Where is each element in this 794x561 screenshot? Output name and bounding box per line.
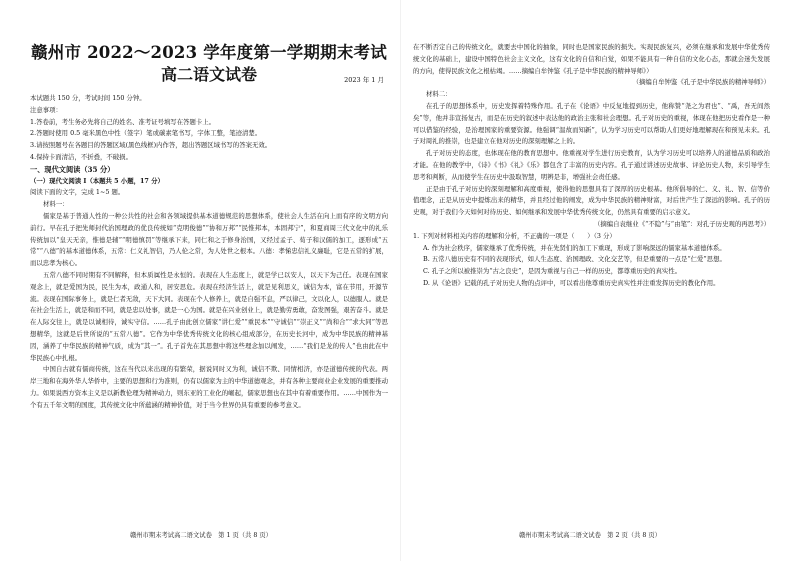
passage-paragraph: 在孔子的思想体系中，历史发挥着特殊作用。孔子在《论语》中反复地提到历史，他称赞“尧之为君也”、“禹，吾无间然矣”等，他并非宣扬复古，而是在历史的叙述中表达他的政治主张和社会理想。孔子对历史的重视，体现在他把历史看作是一种可以借鉴的经验，是治理国家的重要资源。他强调“温故而知新”，认为学习历史可以帮助人们更好地理解现在和预见未来。孔子对周礼的推崇，也是建立在他对历史的深刻理解之上的。 — [413, 101, 770, 146]
section-heading: 一、现代文阅读（35 分） — [30, 164, 115, 174]
source-citation: （摘编自袁继业《“不隐”与“由笔”：对孔子历史观的再思考》） — [593, 219, 770, 228]
exam-date: 2023 年 1 月 — [344, 76, 384, 84]
subsection-heading: （一）现代文阅读 I（本题共 5 小题，17 分） — [30, 176, 164, 185]
question-option: D. 从《论语》记载的孔子对历史人物的点评中，可以看出他尊重历史真实性并注重发挥历史的教化作用。 — [423, 278, 720, 287]
page-footer-left: 赣州市期末考试高二语文试卷 第 1 页（共 8 页） — [130, 532, 272, 539]
reading-section — [30, 164, 388, 412]
score-time-info: 本试题共 150 分，考试时间 150 分钟。 — [30, 94, 146, 102]
exam-subtitle: 高二语文试卷 — [160, 65, 257, 84]
note-item: 2.答题时使用 0.5 毫米黑色中性（签字）笔或碳素笔书写，字体工整，笔迹清楚。 — [30, 129, 262, 138]
question-option: C. 孔子之所以被推崇为“古之良史”，是因为重视与自己一样的历史，都尊重历史的真实性。 — [423, 267, 682, 276]
exam-title: 赣州市 2022～2023 学年度第一学期期末考试 — [31, 43, 387, 62]
passage-paragraph: 在不断否定自己的传统文化，就要去中国化的抽象，同时也是国家民族的损失。实现民族复兴，必须在继承和发展中华优秀传统文化的基础上，建设中国特色社会主义文化，这有文化的自信和自觉，如果不能具有一种自信的文化心态，那就会迷失发展的方向，使得民族文化之根枯竭。……摘编自牟钟鉴《孔子是中华民族的精神导师》） — [413, 43, 770, 75]
left-page — [30, 30, 388, 530]
exam-instructions — [30, 93, 388, 164]
question-option: B. 五常八德历史有不同的表现形式，如人生态度、治国理政、文化交艺等，但是重要的一点是“仁爱”思想。 — [423, 255, 726, 264]
question-option: A. 作为社会秩序，儒家继承了优秀传统，并在先贤们的加工下重现，形成了影响深远的儒家基本道德体系。 — [423, 243, 726, 252]
passage-paragraph: 孔子对历史的态度，也体现在他的教育思想中。他重视对学生进行历史教育，认为学习历史可以培养人的道德品质和政治才能。在他的教学中，《诗》《书》《礼》《乐》都包含了丰富的历史内容。孔子通过讲述历史故事、评论历史人物，来引导学生思考和判断，从而使学生在历史中汲取智慧，明辨是非，增强社会责任感。 — [413, 149, 770, 181]
passage-paragraph: 中国自古就有儒商传统，这在当代以来出现的有繁荣，据说同时又为利，诚信不欺、同情相济，亦是道德传统的代表。两岸三地和在海外华人华侨中，主要的思想和行为准则，仍有以儒家为主的中华道德观念，并有各种主要商业企业发展的重要推动力。如果说西方资本主义是以新教伦理为精神动力，则东亚的工业化的崛起，儒家思想也在其中有着重要作用。……中国作为一个有五千年文明的国度，其传统文化中所蕴涵的精神价值，对于当今世界仍具有重要的参考意义。 — [30, 365, 388, 409]
page-footer-right: 赣州市期末考试高二语文试卷 第 2 页（共 8 页） — [519, 532, 661, 539]
notes-label: 注意事项： — [30, 105, 62, 114]
passage-paragraph: 正是由于孔子对历史的深刻理解和高度重视，使得他的思想具有了深厚的历史根基。他所倡导的仁、义、礼、智、信等价值理念，正是从历史中提炼出来的精华，并且经过他的阐发，成为中华民族的精神财富，对后世产生了深远的影响。孔子的历史观，对于我们今天如何对待历史、如何继承和发展中华优秀传统文化，仍然具有重要的启示意义。 — [413, 184, 770, 217]
page-fold-divider — [400, 0, 401, 561]
material-two-label: 材料二： — [426, 90, 452, 99]
passage-paragraph: 五常八德不同时期有不同解释，但本质属性是永恒的。表现在人生态度上，就是学已以安人，以天下为己任。表现在国家观念上，就是爱国为民，民生为本，政通人和，居安思危。表现在经济生活上，就是见利思义，诚信为本，富在节用，开源节流。表现在国际事务上，就是仁者无敌，天下大同。表现在个人修养上，就是自强不息，严以律己，文以化人，以德服人。就是在社会生活上，就是和而不同，就是忠以处事，就是一心为国。就是在兴业创业上，就是勤劳勇敢，奋发图强，艰苦奋斗。就是在人际交往上，就是以诚相待，诚实守信。……孔子由此创立儒家“讲仁爱”“重民本”“守诚信”“崇正义”“尚和合”“求大同”等思想精华，这就是后世所说的“五常八德”。它作为中华优秀传统文化的核心组成部分，在历史长河中，成为中华民族的精神基因，涵养了中华民族的精神气质，成为“其一”。孔子首先在其思想中将这些理念加以阐发，……“我们是龙的传人”也由此在中华民族心中扎根。 — [30, 270, 388, 362]
source-citation: （摘编自牟钟鉴《孔子是中华民族的精神导师》） — [632, 78, 770, 87]
material-one-label: 材料一： — [43, 200, 69, 209]
question-stem: 1. 下列对材料相关内容的理解和分析，不正确的一项是（ ）（3 分） — [413, 231, 616, 240]
reading-prompt: 阅读下面的文字，完成 1~5 题。 — [30, 188, 125, 197]
subtitle-row — [30, 64, 388, 86]
note-item: 4.保持卡面清洁，不折叠，不破损。 — [30, 152, 132, 161]
exam-header — [30, 42, 388, 86]
passage-paragraph: 儒家是基于普通人性的一种公共性的社会和各领域提供基本道德规范的思想体系，使社会人生活在向上而有序的文明方向前行。早在孔子把先师封代治国理政的优良传统如“克明俊德”“协和万邦”“民惟邦本，本固邦宁”，和夏商周三代文化中的礼乐传统加以“皇天无亲，惟德是辅”“明德慎罚”等继承下来，同仁和之于修身治国，又经过孟子、荀子和汉儒的加工，逐形成“五常”“八德”的基本道德体系，五常：仁义礼智信，乃人伦之常，为人处世之根本。八德：孝悌忠信礼义廉耻，它是五常的扩展，而以忠孝为核心。 — [30, 211, 388, 268]
note-item: 3.请按照题号在各题目的答题区域(黑色线框)内作答，超出答题区域书写的答案无效。 — [30, 141, 272, 150]
right-page — [413, 42, 770, 542]
note-item: 1.答卷前，考生务必先将自己的姓名、准考证号填写在答题卡上。 — [30, 117, 216, 126]
reading-section-continued — [413, 42, 770, 290]
